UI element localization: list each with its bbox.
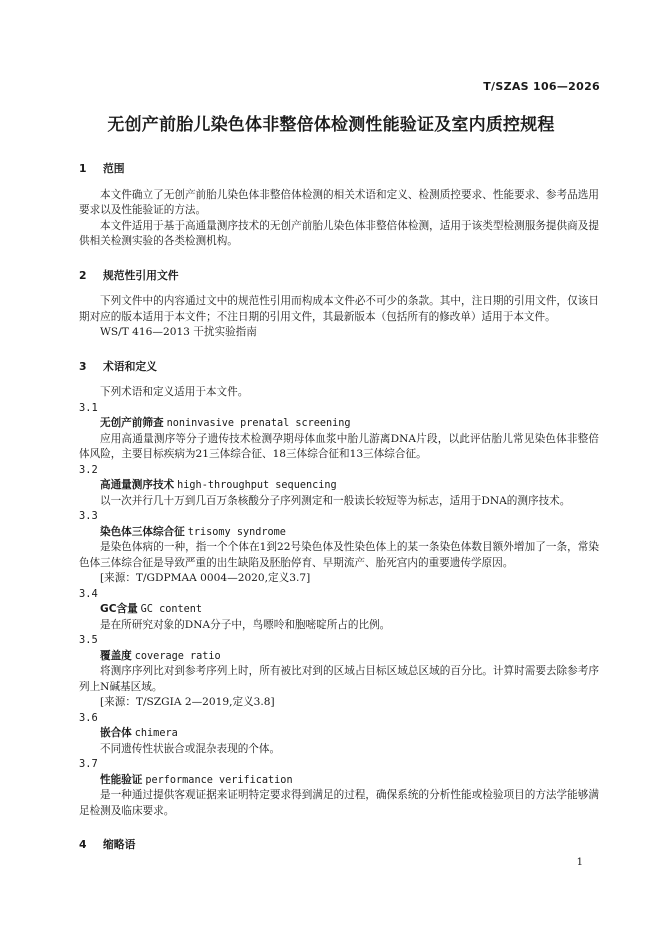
term-source: [来源：T/GDPMAA 0004—2020,定义3.7]: [100, 572, 311, 584]
term-number: 3.1: [79, 401, 98, 414]
section-number: 4: [79, 838, 87, 851]
term-zh: 染色体三体综合征: [100, 525, 185, 538]
term-name: [79, 649, 599, 665]
standard-number: T/SZAS 106—2026: [483, 80, 600, 93]
term-en: chimera: [134, 728, 178, 739]
term-source: [来源：T/SZGIA 2—2019,定义3.8]: [100, 696, 275, 708]
section-1-heading: [79, 161, 599, 177]
section-title: 缩略语: [103, 838, 136, 851]
term-definition: 以一次并行几十万到几百万条核酸分子序列测定和一般读长较短等为标志，适用于DNA的测序技术。: [100, 494, 571, 507]
paragraph: 本文件适用于基于高通量测序技术的无创产前胎儿染色体非整倍体检测，适用于该类型检测服务提供商及提供相关检测实验的各类检测机构。: [79, 219, 599, 247]
term-zh: 无创产前筛查: [100, 417, 164, 429]
term-name: [79, 773, 599, 789]
term-en: high-throughput sequencing: [177, 480, 337, 491]
term-name: [79, 602, 599, 618]
paragraph: 下列文件中的内容通过文中的规范性引用而构成本文件必不可少的条款。其中，注日期的引用文件，仅该日期对应的版本适用于本文件；不注日期的引用文件，其最新版本（包括所有的修改单）适用于本文件。: [79, 295, 599, 323]
term-number: 3.4: [79, 587, 98, 600]
section-2-heading: [79, 268, 599, 284]
term-zh: 覆盖度: [100, 649, 132, 662]
term-name: [79, 416, 599, 432]
term-en: performance verification: [145, 774, 293, 786]
term-definition: 将测序序列比对到参考序列上时，所有被比对到的区域占目标区域总区域的百分比。计算时需要去除参考序列上N碱基区域。: [79, 665, 599, 693]
section-number: 3: [79, 359, 87, 373]
document-body: [79, 161, 599, 853]
section-title: 规范性引用文件: [103, 268, 179, 282]
term-zh: GC含量: [100, 603, 138, 615]
term-definition: 是在所研究对象的DNA分子中，鸟嘌呤和胞嘧啶所占的比例。: [100, 618, 391, 631]
term-zh: 嵌合体: [100, 727, 132, 739]
term-number: 3.3: [79, 510, 98, 522]
section-4-heading: [79, 837, 599, 853]
term-definition: 是染色体病的一种，指一个个体在1到22号染色体及性染色体上的某一条染色体数目额外增加了一条，常染色体三体综合征是导致严重的出生缺陷及胚胎停育、早期流产、胎死宫内的重要遗传学原因。: [79, 541, 599, 569]
term-definition: 应用高通量测序等分子遗传技术检测孕期母体血浆中胎儿游离DNA片段，以此评估胎儿常见染色体非整倍体风险，主要目标疾病为21三体综合征、18三体综合征和13三体综合征。: [79, 432, 599, 460]
term-number: 3.5: [79, 634, 98, 646]
document-title: 无创产前胎儿染色体非整倍体检测性能验证及室内质控规程: [107, 115, 555, 135]
term-name: [79, 525, 599, 541]
term-definition: 不同遗传性状嵌合或混杂表现的个体。: [100, 742, 281, 755]
section-title: 术语和定义: [103, 359, 157, 373]
term-en: trisomy syndrome: [187, 526, 286, 538]
term-en: noninvasive prenatal screening: [166, 418, 351, 429]
term-en: coverage ratio: [134, 650, 221, 662]
term-zh: 性能验证: [100, 773, 143, 786]
normative-reference: WS/T 416—2013 干扰实验指南: [100, 326, 257, 338]
term-definition: 是一种通过提供客观证据来证明特定要求得到满足的过程，确保系统的分析性能或检验项目的方法学能够满足检测及临床要求。: [79, 789, 599, 817]
term-number: 3.7: [79, 758, 98, 770]
term-zh: 高通量测序技术: [100, 479, 175, 491]
term-name: [79, 726, 599, 742]
term-en: GC content: [140, 604, 203, 615]
section-number: 2: [79, 268, 87, 282]
section-3-heading: [79, 359, 599, 375]
section-title: 范围: [103, 162, 125, 175]
paragraph: 本文件确立了无创产前胎儿染色体非整倍体检测的相关术语和定义、检测质控要求、性能要求、参考品选用要求以及性能验证的方法。: [79, 188, 599, 216]
paragraph: 下列术语和定义适用于本文件。: [100, 386, 249, 398]
term-name: [79, 478, 599, 494]
page-number: 1: [576, 857, 583, 868]
term-number: 3.2: [79, 463, 98, 476]
term-number: 3.6: [79, 711, 98, 724]
section-number: 1: [79, 162, 87, 175]
